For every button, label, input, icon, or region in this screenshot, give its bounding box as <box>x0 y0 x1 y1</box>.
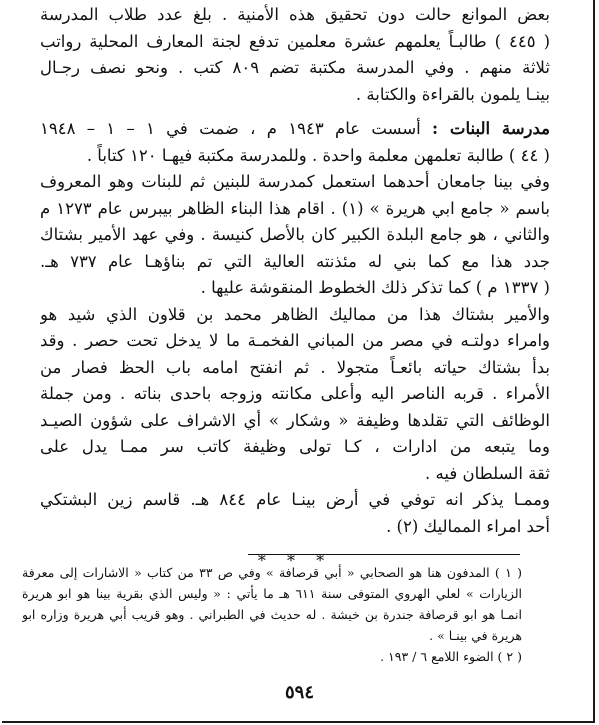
paragraph-death <box>40 487 550 540</box>
text-line: ثقة السلطان فيه . <box>425 463 550 483</box>
paragraph-enrollment <box>40 2 550 108</box>
text-line: باسم « جامع ابي هريرة » (١) . اقام هذا البناء الظاهر بيبرس عام ١٢٧٣ م <box>40 198 550 218</box>
text-line: والثاني ، هو جامع البلدة الكبير كان بالأصل كنيسة . وفي عهد الأمير بشتاك <box>40 225 550 244</box>
text-line: ( ١٣٣٧ م ) كما تذكر ذلك الخطوط المنقوشة عليها . <box>200 278 550 297</box>
paragraph-girls-school <box>40 116 550 169</box>
text-line: ( ٤٤ ) طالبة تعلمهن معلمة واحدة . وللمدرسة مكتبة فيهـا ١٢٠ كتاباً . <box>86 145 550 165</box>
text-line: وفي بينا جامعان أحدهما استعمل كمدرسة للبنين ثم للبنات وهو المعروف <box>40 172 550 191</box>
document-page <box>40 2 550 574</box>
footnote-line: ( ٢ ) الضوء اللامع ٦ / ١٩٣ . <box>380 649 522 664</box>
text-line: بدأ بشتاك حياته بائعـاً متجولا . ثم انفتح امامه باب الحظ فصار من <box>40 357 550 377</box>
section-separator: * * * <box>257 551 333 570</box>
text-line: بينـا يلمون بالقراءة والكتابة . <box>355 84 550 104</box>
text-line: وامراء دولتـه في مصر من المباني الفخمـة ما لا يدخل تحت حصر . وقد <box>40 331 550 350</box>
footnote-line: ( ١ ) المدفون هنا هو الصحابي « أبي قرصافة » وفي ص ٣٣ من كتاب « الاشارات إلى معرفة <box>22 565 522 580</box>
text-line: جدد هذا مع كما بني له مئذنته العالية التي تم بناؤهـا عام ٧٣٧ هـ. <box>40 251 550 271</box>
text-line: بعض الموانع حالت دون تحقيق هذه الأمنية . بلغ عدد طلاب المدرسة <box>40 5 550 24</box>
footnote-line: الزيارات » لعلي الهروي المتوفى سنة ٦١١ هـ ما يأتي : « وليس الذي بقرية بينا هو ابو هريرة <box>22 586 522 601</box>
paragraph-emir-bashtak <box>40 302 550 488</box>
text-line: الوظائف التي تقلدها وظيفة « وشكار » أي الاشراف على شؤون الصيـد <box>40 410 550 430</box>
text-line: ( ٤٤٥ ) طالبـاً يعلمهم عشرة معلمين تدفع لجنة المعارف المحلية رواتب <box>40 31 550 51</box>
paragraph-mosques <box>40 169 550 302</box>
section-heading: مدرسة البنات : <box>432 119 550 138</box>
footnote-line: هريرة في بينـا » . <box>429 628 522 643</box>
text-line: والأمير بشتاك هذا من مماليك الظاهر محمد بن قلاون الذي شيد هو <box>40 304 550 324</box>
text-line: وما يتبعه من ادارات ، كـا تولى وظيفة كاتب سر ممـا يدل على <box>40 437 550 456</box>
footnote-line: انمـا هو ابو قرصافة جندرة بن خيشة . له حديث في الطبراني . وهو قريب أبي هريرة وزاره ابو <box>22 607 522 622</box>
footnotes <box>22 562 522 667</box>
text-line: الأمراء . قربه الناصر اليه وأعلى مكانته وزوجه باحدى بناته . ومن جملة <box>40 384 550 403</box>
footnote-divider <box>248 554 520 555</box>
text-line: أحد امراء المماليك (٢) . <box>386 516 550 536</box>
text-line: ثلاثة منهم . وفي المدرسة مكتبة تضم ٨٠٩ كتب . ونحو نصف رجـال <box>40 58 550 77</box>
text-line: مدرسة البنات : أسست عام ١٩٤٣ م ، ضمت في ١ – ١ – ١٩٤٨ <box>40 119 550 138</box>
page-number: ٥٩٤ <box>284 682 314 703</box>
text-line: وممـا يذكر انه توفي في أرض بينـا عام ٨٤٤ هـ. قاسم زين البشتكي <box>40 490 550 509</box>
